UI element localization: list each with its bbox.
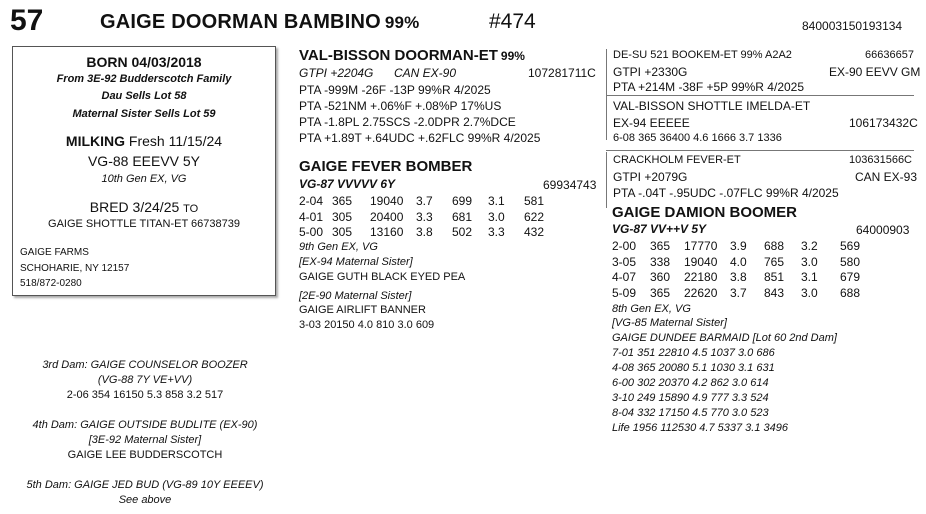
dam-sire-class: CAN EX-93 bbox=[855, 170, 918, 184]
lot-number: 57 bbox=[10, 4, 44, 37]
sire-name-text: VAL-BISSON DOORMAN-ET bbox=[299, 47, 498, 64]
dam-sire-pta: PTA -.04T -.95UDC -.07FLC 99%R 4/2025 bbox=[613, 186, 839, 200]
farm-phone: 518/872-0280 bbox=[20, 278, 82, 289]
tag-number: #474 bbox=[489, 10, 536, 33]
record-cell: 851 bbox=[764, 270, 785, 284]
fourth-dam-sister-text: GAIGE LEE BUDDERSCOTCH bbox=[67, 449, 223, 461]
sire-dam-name: VAL-BISSON SHOTTLE IMELDA-ET bbox=[613, 99, 811, 113]
sire-name bbox=[299, 47, 525, 64]
record-cell: 19040 bbox=[370, 194, 404, 208]
sire-sire-name: DE-SU 521 BOOKEM-ET 99% A2A2 bbox=[613, 49, 792, 61]
record-cell: 3.1 bbox=[801, 270, 818, 284]
animal-name-text: GAIGE DOORMAN BAMBINO bbox=[100, 11, 381, 33]
fourth-dam-name: 4th Dam: GAIGE OUTSIDE BUDLITE (EX-90) bbox=[32, 419, 258, 431]
dau-lot-line: Dau Sells Lot 58 bbox=[101, 90, 187, 102]
sire-pct: 99% bbox=[500, 49, 525, 63]
record-cell: 338 bbox=[650, 254, 671, 269]
third-dam-name: 3rd Dam: GAIGE COUNSELOR BOOZER bbox=[42, 359, 248, 371]
record-cell: 3.2 bbox=[801, 239, 818, 253]
bred-sire: GAIGE SHOTTLE TITAN-ET 66738739 bbox=[48, 218, 240, 230]
fourth-dam-note: [3E-92 Maternal Sister] bbox=[88, 434, 202, 446]
record-cell: 5-00 bbox=[299, 225, 324, 239]
dam-note-1-name: GAIGE GUTH BLACK EYED PEA bbox=[299, 271, 466, 283]
record-cell: 502 bbox=[452, 225, 473, 239]
record-cell: 3.3 bbox=[488, 225, 505, 239]
dam-dam-extra-0: 7-01 351 22810 4.5 1037 3.0 686 bbox=[612, 347, 775, 359]
sire-dam-reg: 106173432C bbox=[849, 116, 918, 130]
sire-pta-3: PTA -1.8PL 2.75SCS -2.0DPR 2.7%DCE bbox=[299, 115, 516, 129]
dam-dam-extra-4: 8-04 332 17150 4.5 770 3.0 523 bbox=[612, 407, 769, 419]
dam-dam-note: [VG-85 Maternal Sister] bbox=[612, 317, 727, 329]
third-dam-record bbox=[30, 389, 260, 401]
record-cell: 679 bbox=[840, 270, 861, 284]
record-cell: 569 bbox=[840, 239, 861, 253]
dam-dam-extra-life: Life 1956 112530 4.7 5337 3.1 3496 bbox=[612, 422, 788, 434]
sire-divider bbox=[606, 95, 914, 96]
dam-dam-class: VG-87 VV++V 5Y bbox=[612, 222, 707, 236]
farm-name: GAIGE FARMS bbox=[20, 247, 89, 258]
dam-sire-name: CRACKHOLM FEVER-ET bbox=[613, 154, 741, 166]
sire-sire-class: EX-90 EEVV GM bbox=[829, 65, 921, 79]
dam-note-1: [EX-94 Maternal Sister] bbox=[299, 256, 413, 268]
sire-pta-1: PTA -999M -26F -13P 99%R 4/2025 bbox=[299, 83, 491, 97]
record-cell: 365 bbox=[650, 285, 671, 300]
record-cell: 5-09 bbox=[612, 285, 637, 300]
record-cell: 20400 bbox=[370, 209, 404, 224]
record-cell: 2-04 bbox=[299, 194, 324, 208]
record-cell: 688 bbox=[840, 285, 861, 300]
bred-date: BRED 3/24/25 bbox=[89, 199, 180, 215]
sire-dam-record: 6-08 365 36400 4.6 1666 3.7 1336 bbox=[613, 132, 782, 144]
dam-dam-extra-2: 6-00 302 20370 4.2 862 3.0 614 bbox=[612, 377, 769, 389]
animal-name-pct: 99% bbox=[384, 13, 420, 32]
maternal-sister-line: Maternal Sister Sells Lot 59 bbox=[72, 108, 216, 120]
record-cell: 19040 bbox=[684, 254, 718, 269]
record-cell: 3.8 bbox=[416, 225, 433, 239]
dam-dam-note-name: GAIGE DUNDEE BARMAID [Lot 60 2nd Dam] bbox=[612, 332, 837, 344]
record-cell: 432 bbox=[524, 225, 545, 239]
record-cell: 4.0 bbox=[730, 254, 747, 269]
sire-class: CAN EX-90 bbox=[394, 66, 457, 80]
dam-generation: 9th Gen EX, VG bbox=[299, 241, 378, 253]
dam-note-2: [2E-90 Maternal Sister] bbox=[299, 290, 412, 302]
classification: VG-88 EEEVV 5Y bbox=[87, 153, 201, 169]
record-cell: 580 bbox=[840, 254, 861, 269]
sire-sire-reg: 66636657 bbox=[865, 49, 914, 61]
record-cell: 2-00 bbox=[612, 239, 637, 253]
record-cell: 843 bbox=[764, 285, 785, 300]
dam-dam-extra-3: 3-10 249 15890 4.9 777 3.3 524 bbox=[612, 392, 769, 404]
record-cell: 13160 bbox=[370, 225, 404, 239]
record-cell: 22180 bbox=[684, 270, 718, 284]
sire-sire-pta: PTA +214M -38F +5P 99%R 4/2025 bbox=[613, 80, 805, 94]
dam-sire-gtpi: GTPI +2079G bbox=[613, 170, 688, 184]
sire-dam-class: EX-94 EEEEE bbox=[613, 116, 690, 130]
dam-bracket bbox=[606, 152, 607, 208]
record-cell: 360 bbox=[650, 270, 671, 284]
record-cell: 4-01 bbox=[299, 209, 324, 224]
record-cell: 3.0 bbox=[488, 209, 505, 224]
sire-pta-2: PTA -521NM +.06%F +.08%P 17%US bbox=[299, 99, 502, 113]
bred-line bbox=[13, 199, 275, 215]
record-cell: 765 bbox=[764, 254, 785, 269]
record-cell: 3.7 bbox=[730, 285, 747, 300]
sire-reg: 107281711C bbox=[528, 66, 596, 80]
registration-number: 840003150193134 bbox=[802, 19, 903, 33]
info-box bbox=[12, 46, 276, 296]
milking-line bbox=[13, 133, 275, 149]
dam-note-2-name: GAIGE AIRLIFT BANNER bbox=[299, 304, 426, 316]
third-dam-record-text: 2-06 354 16150 5.3 858 3.2 517 bbox=[66, 389, 224, 401]
record-cell: 3.1 bbox=[488, 194, 505, 208]
bred-to: TO bbox=[183, 203, 199, 215]
family-line: From 3E-92 Budderscotch Family bbox=[56, 73, 232, 85]
generation: 10th Gen EX, VG bbox=[101, 173, 187, 185]
record-cell: 305 bbox=[332, 225, 353, 239]
sire-pta-4: PTA +1.89T +.64UDC +.62FLC 99%R 4/2025 bbox=[299, 131, 541, 145]
dam-dam-reg: 64000903 bbox=[856, 223, 910, 237]
record-cell: 3.9 bbox=[730, 239, 747, 253]
record-cell: 699 bbox=[452, 194, 473, 208]
fourth-dam-sister bbox=[20, 449, 270, 461]
milking-fresh: Fresh 11/15/24 bbox=[128, 133, 223, 149]
animal-name bbox=[100, 11, 420, 34]
fifth-dam-name: 5th Dam: GAIGE JED BUD (VG-89 10Y EEEEV) bbox=[26, 479, 264, 491]
record-cell: 3.0 bbox=[801, 254, 818, 269]
record-cell: 4-07 bbox=[612, 270, 637, 284]
dam-sire-reg: 103631566C bbox=[849, 154, 913, 166]
farm-city: SCHOHARIE, NY 12157 bbox=[20, 263, 130, 274]
dam-divider bbox=[606, 150, 914, 151]
record-cell: 365 bbox=[650, 239, 671, 253]
dam-reg: 69934743 bbox=[543, 178, 597, 192]
record-cell: 581 bbox=[524, 194, 545, 208]
milking-label: MILKING bbox=[65, 133, 126, 149]
dam-note-2-record: 3-03 20150 4.0 810 3.0 609 bbox=[299, 319, 435, 331]
record-cell: 17770 bbox=[684, 239, 718, 253]
record-cell: 22620 bbox=[684, 285, 718, 300]
record-cell: 3.7 bbox=[416, 194, 433, 208]
dam-class: VG-87 VVVVV 6Y bbox=[299, 177, 396, 191]
record-cell: 3.8 bbox=[730, 270, 747, 284]
record-cell: 305 bbox=[332, 209, 353, 224]
record-cell: 365 bbox=[332, 194, 353, 208]
fifth-dam-note: See above bbox=[118, 494, 172, 506]
sire-sire-gtpi: GTPI +2330G bbox=[613, 65, 688, 79]
dam-dam-name: GAIGE DAMION BOOMER bbox=[612, 204, 798, 221]
sire-gtpi: GTPI +2204G bbox=[299, 66, 374, 80]
dam-name: GAIGE FEVER BOMBER bbox=[299, 158, 473, 175]
record-cell: 622 bbox=[524, 209, 545, 224]
born-date: BORN 04/03/2018 bbox=[86, 54, 202, 70]
record-cell: 688 bbox=[764, 239, 785, 253]
dam-dam-generation: 8th Gen EX, VG bbox=[612, 303, 691, 315]
record-cell: 3.0 bbox=[801, 285, 818, 300]
record-cell: 3.3 bbox=[416, 209, 433, 224]
record-cell: 681 bbox=[452, 209, 473, 224]
third-dam-class: (VG-88 7Y VE+VV) bbox=[97, 374, 193, 386]
record-cell: 3-05 bbox=[612, 254, 637, 269]
dam-dam-extra-1: 4-08 365 20080 5.1 1030 3.1 631 bbox=[612, 362, 775, 374]
